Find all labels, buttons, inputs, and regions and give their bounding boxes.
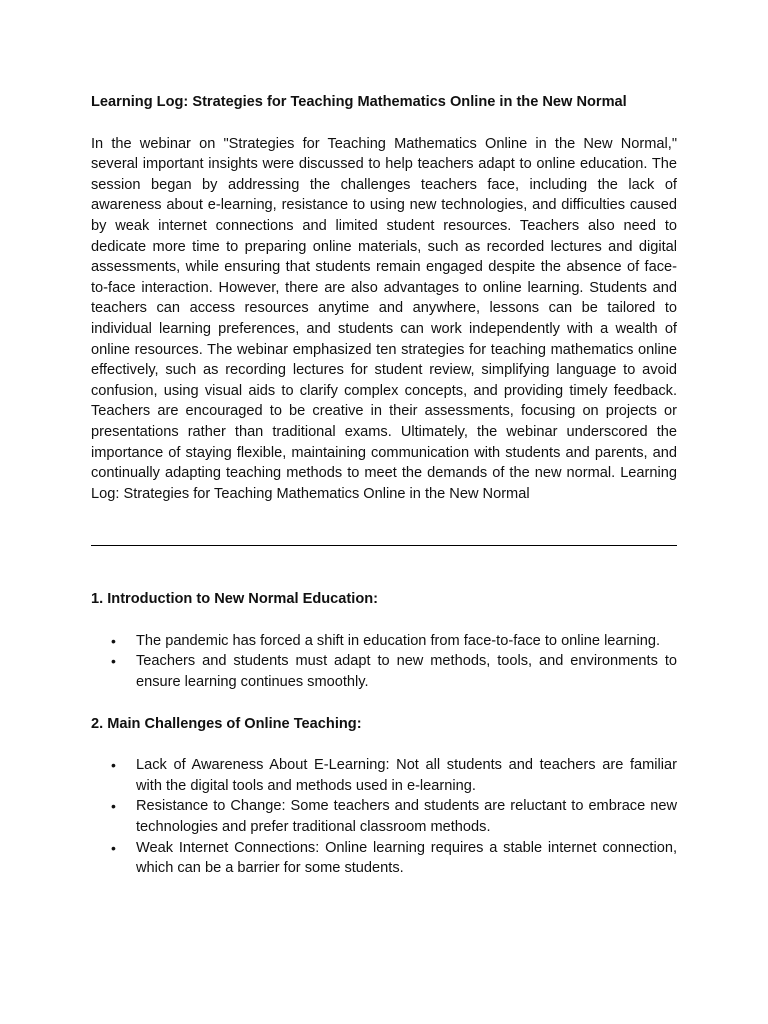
document-page <box>91 92 677 879</box>
list-item-text: Lack of Awareness About E-Learning: Not all students and teachers are familiar with the digital tools and methods used in e-learning. <box>136 757 677 794</box>
list-item <box>91 651 677 692</box>
bullet-icon: • <box>111 798 116 815</box>
intro-paragraph: In the webinar on "Strategies for Teaching Mathematics Online in the New Normal," several important insights were discussed to help teachers adapt to online education. The session began by addressing the challenges teachers face, including the lack of awareness about e-learning, resistance to using new technologies, and difficulties caused by weak internet connections and limited student resources. Teachers also need to dedicate more time to preparing online materials, such as recorded lectures and digital assessments, while ensuring that students remain engaged despite the absence of face-to-face interaction. However, there are also advantages to online learning. Students and teachers can access resources anytime and anywhere, lessons can be tailored to individual learning preferences, and students can work independently with a wealth of online resources. The webinar emphasized ten strategies for teaching mathematics online effectively, such as recording lectures for student review, simplifying language to avoid confusion, using visual aids to clarify complex concepts, and providing timely feedback. Teachers are encouraged to be creative in their assessments, focusing on projects or presentations rather than traditional exams. Ultimately, the webinar underscored the importance of staying flexible, maintaining communication with students and parents, and continually adapting teaching methods to meet the demands of the new normal. Learning Log: Strategies for Teaching Mathematics Online in the New Normal <box>91 135 677 502</box>
list-item-text: The pandemic has forced a shift in education from face-to-face to online learning. <box>136 632 661 649</box>
section-heading-challenges: 2. Main Challenges of Online Teaching: <box>91 715 362 732</box>
bullet-list-challenges <box>91 755 677 879</box>
bullet-icon: • <box>111 632 116 649</box>
section-heading-introduction: 1. Introduction to New Normal Education: <box>91 591 379 608</box>
list-item <box>91 755 677 796</box>
horizontal-divider <box>91 545 677 546</box>
list-item <box>91 631 677 652</box>
bullet-icon: • <box>111 653 116 670</box>
bullet-icon: • <box>111 757 116 774</box>
list-item <box>91 838 677 879</box>
list-item-text: Weak Internet Connections: Online learning requires a stable internet connection, which can be a barrier for some students. <box>136 839 677 877</box>
bullet-icon: • <box>111 839 116 856</box>
bullet-list-introduction <box>91 631 677 693</box>
list-item-text: Resistance to Change: Some teachers and students are reluctant to embrace new technologies and prefer traditional classroom methods. <box>136 798 677 836</box>
list-item-text: Teachers and students must adapt to new methods, tools, and environments to ensure learning continues smoothly. <box>136 653 677 691</box>
document-title: Learning Log: Strategies for Teaching Mathematics Online in the New Normal <box>91 94 627 110</box>
list-item <box>91 796 677 837</box>
